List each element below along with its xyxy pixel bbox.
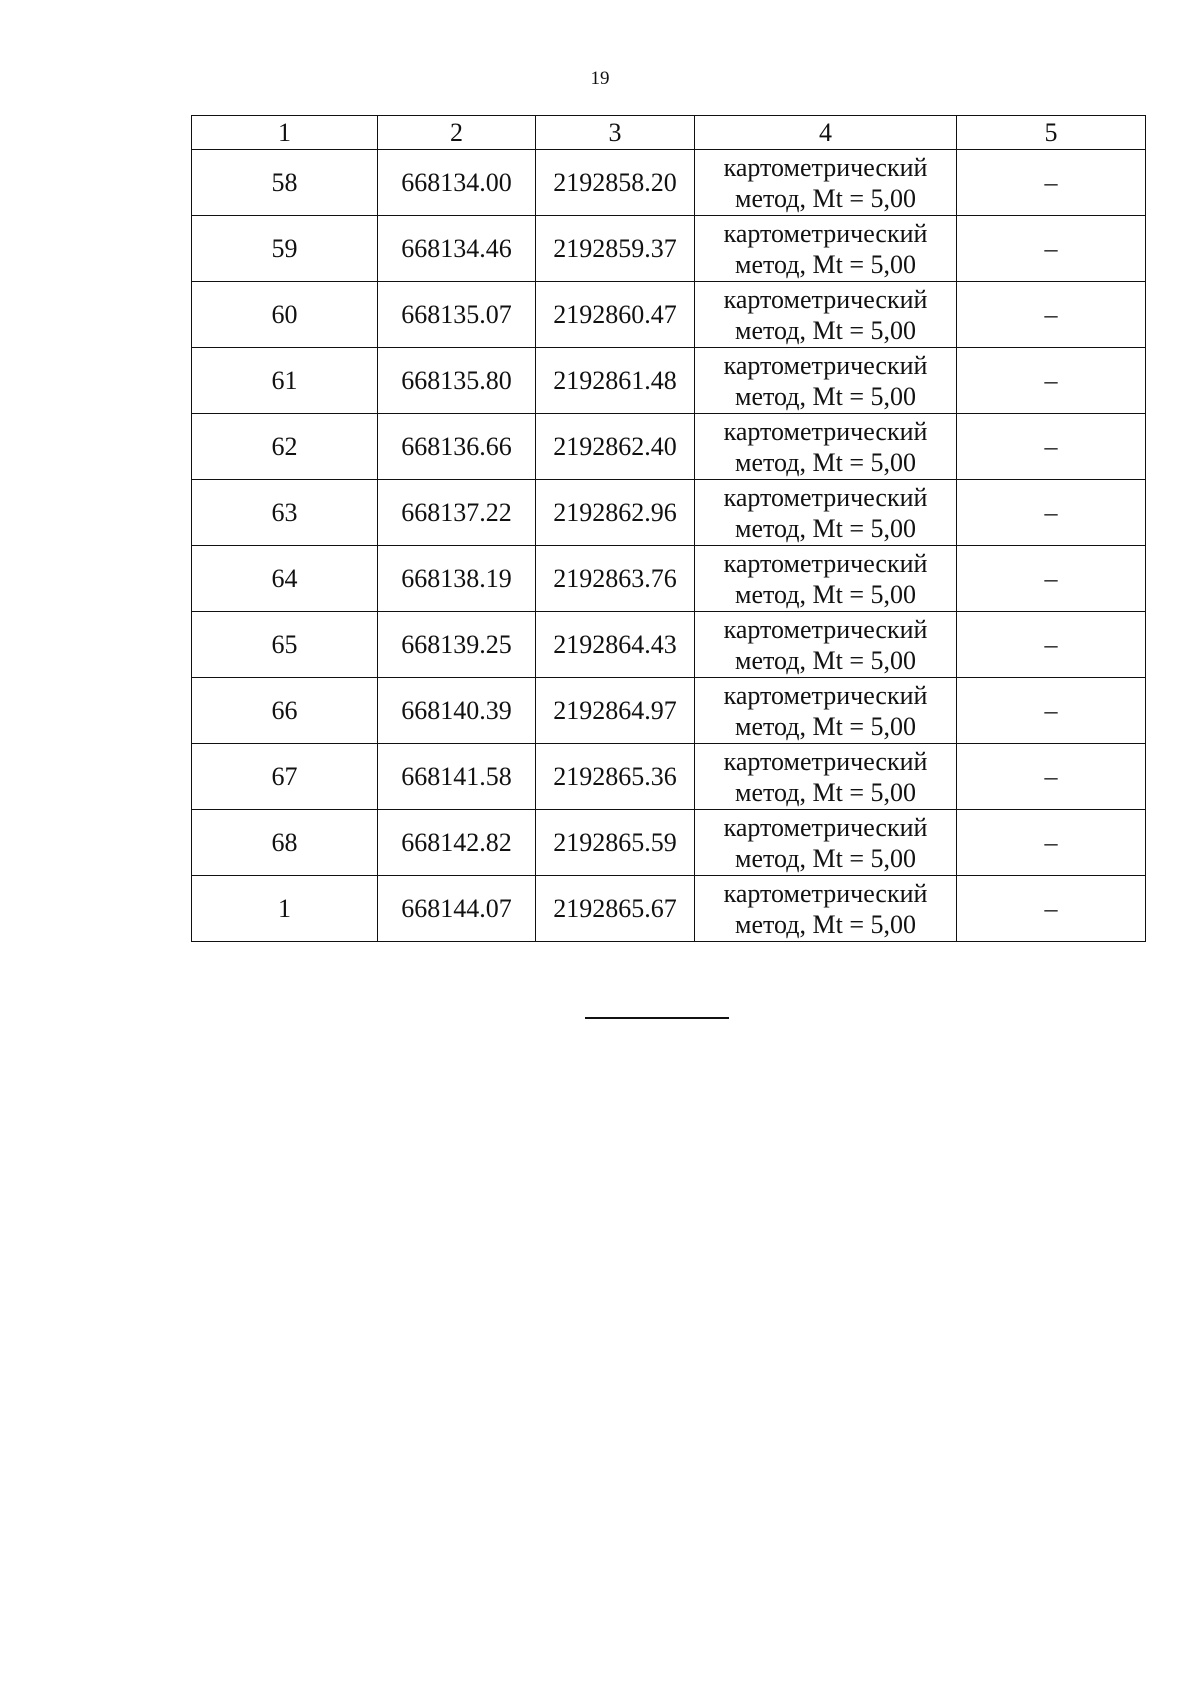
point-number-cell: 61	[192, 348, 378, 414]
y-coordinate-cell: 2192860.47	[536, 282, 695, 348]
note-cell: –	[957, 612, 1146, 678]
note-cell: –	[957, 348, 1146, 414]
point-number-cell: 67	[192, 744, 378, 810]
point-number-cell: 58	[192, 150, 378, 216]
method-line-2: метод, Mt = 5,00	[735, 381, 916, 411]
method-line-2: метод, Mt = 5,00	[735, 909, 916, 939]
x-coordinate-cell: 668137.22	[378, 480, 536, 546]
table-row	[192, 612, 1146, 678]
point-number-cell: 62	[192, 414, 378, 480]
table-row	[192, 414, 1146, 480]
method-line-1: картометрический	[723, 416, 928, 446]
x-coordinate-cell: 668135.80	[378, 348, 536, 414]
x-coordinate-cell: 668138.19	[378, 546, 536, 612]
table-row	[192, 150, 1146, 216]
method-line-1: картометрический	[723, 812, 928, 842]
note-cell: –	[957, 414, 1146, 480]
y-coordinate-cell: 2192864.43	[536, 612, 695, 678]
table-row	[192, 282, 1146, 348]
y-coordinate-cell: 2192865.36	[536, 744, 695, 810]
method-line-1: картометрический	[723, 614, 928, 644]
page-number: 19	[590, 68, 610, 89]
table-row	[192, 546, 1146, 612]
note-cell: –	[957, 744, 1146, 810]
note-cell: –	[957, 678, 1146, 744]
header-cell-1: 1	[192, 116, 378, 150]
header-cell-3: 3	[536, 116, 695, 150]
method-line-2: метод, Mt = 5,00	[735, 711, 916, 741]
method-line-1: картометрический	[723, 482, 928, 512]
method-cell	[695, 282, 957, 348]
x-coordinate-cell: 668136.66	[378, 414, 536, 480]
note-cell: –	[957, 546, 1146, 612]
point-number-cell: 60	[192, 282, 378, 348]
method-line-2: метод, Mt = 5,00	[735, 447, 916, 477]
y-coordinate-cell: 2192863.76	[536, 546, 695, 612]
method-line-2: метод, Mt = 5,00	[735, 513, 916, 543]
method-line-2: метод, Mt = 5,00	[735, 843, 916, 873]
point-number-cell: 1	[192, 876, 378, 942]
method-cell	[695, 810, 957, 876]
method-cell	[695, 414, 957, 480]
x-coordinate-cell: 668142.82	[378, 810, 536, 876]
table-row	[192, 348, 1146, 414]
table-row	[192, 876, 1146, 942]
note-cell: –	[957, 810, 1146, 876]
y-coordinate-cell: 2192865.67	[536, 876, 695, 942]
end-of-document-rule	[585, 1017, 729, 1019]
x-coordinate-cell: 668140.39	[378, 678, 536, 744]
method-cell	[695, 480, 957, 546]
method-cell	[695, 744, 957, 810]
x-coordinate-cell: 668134.46	[378, 216, 536, 282]
y-coordinate-cell: 2192864.97	[536, 678, 695, 744]
method-cell	[695, 150, 957, 216]
y-coordinate-cell: 2192862.40	[536, 414, 695, 480]
note-cell: –	[957, 216, 1146, 282]
method-cell	[695, 546, 957, 612]
method-line-2: метод, Mt = 5,00	[735, 315, 916, 345]
method-line-2: метод, Mt = 5,00	[735, 777, 916, 807]
method-cell	[695, 678, 957, 744]
method-cell	[695, 348, 957, 414]
header-cell-2: 2	[378, 116, 536, 150]
y-coordinate-cell: 2192865.59	[536, 810, 695, 876]
header-row	[192, 116, 1146, 150]
x-coordinate-cell: 668141.58	[378, 744, 536, 810]
table-row	[192, 744, 1146, 810]
method-cell	[695, 876, 957, 942]
method-line-1: картометрический	[723, 218, 928, 248]
header-cell-4: 4	[695, 116, 957, 150]
method-line-2: метод, Mt = 5,00	[735, 183, 916, 213]
method-line-1: картометрический	[723, 680, 928, 710]
method-cell	[695, 612, 957, 678]
table-row	[192, 678, 1146, 744]
point-number-cell: 59	[192, 216, 378, 282]
point-number-cell: 66	[192, 678, 378, 744]
x-coordinate-cell: 668139.25	[378, 612, 536, 678]
x-coordinate-cell: 668134.00	[378, 150, 536, 216]
table-body	[192, 150, 1146, 942]
method-line-2: метод, Mt = 5,00	[735, 579, 916, 609]
method-line-2: метод, Mt = 5,00	[735, 249, 916, 279]
method-line-1: картометрический	[723, 152, 928, 182]
table-row	[192, 480, 1146, 546]
method-line-2: метод, Mt = 5,00	[735, 645, 916, 675]
method-line-1: картометрический	[723, 350, 928, 380]
point-number-cell: 63	[192, 480, 378, 546]
header-cell-5: 5	[957, 116, 1146, 150]
point-number-cell: 65	[192, 612, 378, 678]
y-coordinate-cell: 2192858.20	[536, 150, 695, 216]
note-cell: –	[957, 282, 1146, 348]
method-line-1: картометрический	[723, 548, 928, 578]
y-coordinate-cell: 2192861.48	[536, 348, 695, 414]
coordinates-table	[191, 115, 1146, 942]
method-line-1: картометрический	[723, 878, 928, 908]
note-cell: –	[957, 876, 1146, 942]
x-coordinate-cell: 668144.07	[378, 876, 536, 942]
note-cell: –	[957, 150, 1146, 216]
method-line-1: картометрический	[723, 284, 928, 314]
note-cell: –	[957, 480, 1146, 546]
method-cell	[695, 216, 957, 282]
table-row	[192, 216, 1146, 282]
method-line-1: картометрический	[723, 746, 928, 776]
table-row	[192, 810, 1146, 876]
y-coordinate-cell: 2192862.96	[536, 480, 695, 546]
point-number-cell: 64	[192, 546, 378, 612]
y-coordinate-cell: 2192859.37	[536, 216, 695, 282]
point-number-cell: 68	[192, 810, 378, 876]
x-coordinate-cell: 668135.07	[378, 282, 536, 348]
table-header	[192, 116, 1146, 150]
